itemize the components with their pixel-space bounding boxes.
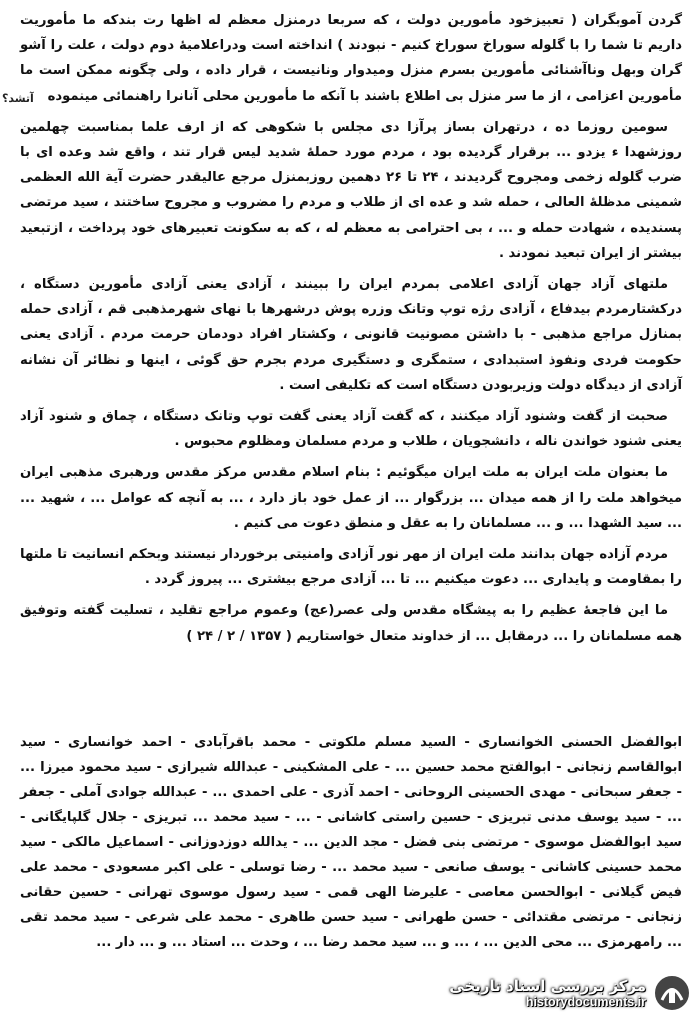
- document-date: ( ۲۴ / ۲ / ۱۳۵۷ ): [186, 628, 292, 644]
- margin-note: آتشد؟: [2, 92, 34, 105]
- paragraph-1: گردن آموبگران ( تعبیزخود مأمورین دولت ، که سربعا درمنزل معظم له اظها رت بندکه ما مأموریت داریم تا شما را با گلوله سوراخ سوراخ کنیم - نبودند ) انداخته است ودراعلامیهٔ دوم دولت ، علت را آشو گران وبهل وناآشنائی مأمورین بسرم منزل ومیدوار ونانیست ، قرار داده ، ولی چگونه ممکن است ما مأمورین اعزامی ، از ما سر منزل بی اطلاع باشند با آنکه ما مأمورین محلی آنانرا راهنمائی مینموده: [20, 13, 682, 104]
- paragraph-3: ملتهای آزاد جهان آزادی اعلامی بمردم ایران را ببینند ، آزادی یعنی آزادی مأمورین دستگاه ، درکشتارمردم بیدفاع ، آزادی رژه توپ وتانک وزره پوش درشهرها با نهای شهرمذهبی قم ، آزادی حمله بمنازل مراجع مذهبی - با داشتن مصونیت قانونی ، وکشتار افراد دودمان حرمت مردم . آزادی یعنی حکومت فردی ونفوذ استبدادی ، ستمگری و دستگیری مردم بجرم حق گوئی ، اینها و نظائر آن نشانه آزادی از دیدگاه دولت وزیربودن دستگاه است که تکلیفی است .: [20, 277, 682, 393]
- archive-url: historydocuments.ir: [525, 995, 646, 1009]
- paragraph-2: سومین روزما ده ، درتهران بساز پرآزا دی مجلس با شکوهی که از ارف علما بمناسبت چهلمین روزشهدا ء یزدو ... برقرار گردیده بود ، مردم مورد حملهٔ شدید لیس قرار تند ، واقع شد وعده ای با ضرب گلوله زخمی ومجروح گردیدند ، ۲۴ تا ۲۶ دهمین روزبمنزل مرجع عالیقدر حضرت آیة الله العظمی شمینی مدظلهٔ العالی ، حمله شد و عده ای از طلاب و مردم را مضروب و مجروح ساختند ، سید مرتضی پسندیده ، شهادت حمله و ... ، بی احترامی به معظم له ، که به سکونت تعبیرهای خود پرداخت ، ازتبعید بیشتر از ایران تبعید نمودند .: [20, 119, 682, 261]
- paragraph-5: ما بعنوان ملت ایران به ملت ایران میگوئیم : بنام اسلام مقدس مرکز مقدس ورهبری مذهبی ایران میخواهد ملت را از همه میدان ... بزرگوار ... از عمل خود باز دارد ، ... به آنچه که عوامل ... ، شهید ... ... سید الشهدا ... و ... مسلمانان را به عقل و منطق دعوت می کنیم .: [20, 465, 682, 531]
- archive-watermark: [449, 973, 692, 1013]
- document-body: [20, 8, 682, 655]
- archive-logo-icon: [652, 973, 692, 1013]
- paragraph-4: صحبت از گفت وشنود آزاد میکنند ، که گفت آزاد یعنی گفت توپ وتانک دستگاه ، چماق و شنود آزاد یعنی شنود خواندن ناله ، دانشجویان ، طلاب و مردم مسلمان ومظلوم محبوس .: [20, 409, 682, 450]
- closing-text: ما این فاجعهٔ عظیم را به پیشگاه مقدس ولی عصر(عج) وعموم مراجع تقلید ، تسلیت گفته وتوفیق همه مسلمانان را ... درمقابل ... از خداوند متعال خواستاریم: [20, 603, 682, 644]
- paragraph-6: مردم آزاده جهان بدانند ملت ایران از مهر نور آزادی وامنیتی برخوردار نیستند وبحکم انسانیت تا ملتها را بمقاومت و پایداری ... دعوت میکنیم ... تا ... آزادی مرجع بیشتری ... پیروز گردد .: [20, 547, 682, 588]
- signatories-list: ابوالفضل الحسنی الخوانساری - السید مسلم ملکوتی - محمد باقرآبادی - احمد خوانساری - سید ابوالقاسم زنجانی - ابوالفتح محمد حسین ... - علی المشکینی - عبدالله شیرازی - سید محمود میرزا ... - جعفر سبحانی - مهدی الحسینی الروحانی - احمد آذری - علی احمدی ... - عبدالله جوادی آملی - جعفر ... - سید یوسف مدنی تبریزی - حسین راستی کاشانی - ... - سید محمد ... تبریزی - جلال گلپایگانی - سید ابوالفضل موسوی - مرتضی بنی فضل - مجد الدین ... - یدالله دوزدوزانی - اسماعیل مالکی - سید محمد حسینی کاشانی - یوسف صانعی - سید محمد ... - رضا توسلی - علی اکبر مسعودی - محمد علی فیض گیلانی - ابوالحسن معاصی - علیرضا الهی قمی - سید رسول موسوی تهرانی - حسین حقانی زنجانی - مرتضی مقتدائی - حسن طهرانی - سید حسن طاهری - محمد علی شرعی - سید محمد تقی ... رامهرمزی ... محی الدین ... ، ... و ... سید محمد رضا ... ، وحدت ... استاد ... و ... دار ...: [20, 735, 682, 950]
- archive-name: مرکز بررسی اسناد تاریخی: [449, 977, 646, 995]
- paragraph-7: [20, 598, 682, 648]
